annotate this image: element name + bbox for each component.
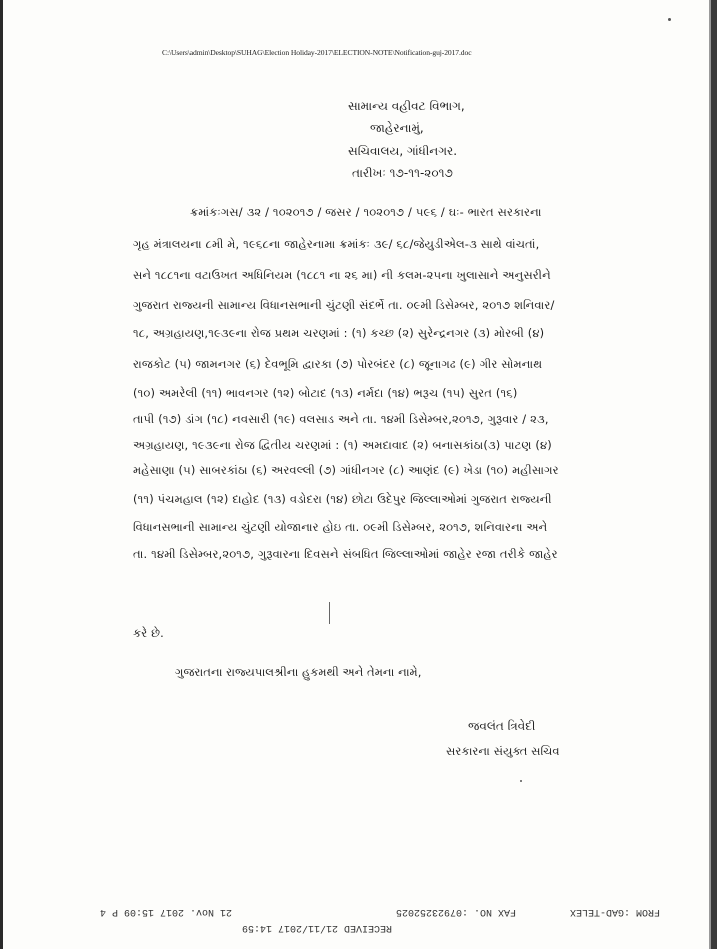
scan-edge-left [0, 0, 3, 949]
body-line: કરે છે. [133, 626, 164, 640]
body-line: રાજકોટ (૫) જામનગર (૬) દેવભૂમિ દ્વારકા (૭) પોરબંદર (૮) જૂનાગઢ (૯) ગીર સોમનાથ [133, 357, 543, 371]
signatory-title: સરકારના સંયુક્ત સચિવ [446, 744, 560, 758]
body-line: અગ્રહાયણ, ૧૯૩૯ના રોજ દ્વિતીય ચરણમાં : (૧) અમદાવાદ (૨) બનાસકાંઠા(૩) પાટણ (૪) [133, 438, 552, 452]
scan-speck [520, 780, 522, 782]
closing-line: ગુજરાતના રાજ્યપાલશ્રીના હુકમથી અને તેમના નામે, [175, 665, 422, 679]
body-line: સને ૧૮૮૧ના વટાઉખત અધિનિયમ (૧૮૮૧ ના ૨૬ મા) ની કલમ-૨૫ના ખુલાસાને અનુસરીને [133, 268, 551, 282]
body-line: ગૃહ મંત્રાલયના ૮મી મે, ૧૯૬૮ના જાહેરનામા ક્રમાંકઃ ૩૯/ ૬૮/જેયુડીએલ-૩ સાથે વાંચતાં, [133, 237, 540, 251]
body-line: મહેસાણા (૫) સાબરકાંઠા (૬) અરવલ્લી (૭) ગાંધીનગર (૮) આણંદ (૯) ખેડા (૧૦) મહીસાગર [133, 463, 559, 477]
body-line: તાપી (૧૭) ડાંગ (૧૮) નવસારી (૧૯) વલસાડ અને તા. ૧૪મી ડિસેમ્બર,૨૦૧૭, ગુરૂવાર / ૨૩, [133, 412, 549, 426]
department-heading: સામાન્ય વહીવટ વિભાગ, [348, 99, 465, 113]
body-line: ૧૮, અગ્રહાયણ,૧૯૩૯ના રોજ પ્રથમ ચરણમાં : (૧) કચ્છ (૨) સુરેન્દ્રનગર (૩) મોરબી (૪) [133, 326, 545, 340]
file-path-header: C:\Users\admin\Desktop\SUHAG\Election Holiday-2017\ELECTION-NOTE\Notification-guj-2017.doc [162, 48, 472, 57]
fax-received-stamp: RECEIVED 21/11/2017 14:59 [242, 922, 393, 933]
scan-speck [668, 18, 671, 21]
body-line: તા. ૧૪મી ડિસેમ્બર,૨૦૧૭, ગુરૂવારના દિવસને સંબધિત જિલ્લાઓમાં જાહેર રજા તરીકે જાહેર [133, 547, 558, 561]
notice-heading: જાહેરનામું, [370, 121, 424, 135]
signatory-name: જવલંત ત્રિવેદી [468, 719, 536, 733]
place-heading: સચિવાલય, ગાંધીનગર. [348, 144, 458, 158]
body-line: (૧૦) અમરેલી (૧૧) ભાવનગર (૧૨) બોટાદ (૧૩) નર્મદા (૧૪) ભરૂચ (૧૫) સુરત (૧૬) [133, 386, 518, 400]
body-line: ક્રમાંકઃગસ/ ૩૨ / ૧૦૨૦૧૭ / જસર / ૧૦૨૦૧૭ / ૫૯૬ / ઘઃ- ભારત સરકારના [190, 205, 542, 219]
scan-edge-right [711, 0, 717, 949]
fax-sent-time: 21 Nov. 2017 15:09 P 4 [100, 906, 233, 917]
fax-number: FAX NO. :07923252025 [396, 906, 517, 917]
body-line: વિધાનસભાની સામાન્ય ચુંટણી યોજાનાર હોઇ તા. ૦૯મી ડિસેમ્બર, ૨૦૧૭, શનિવારના અને [133, 520, 548, 534]
scan-mark [329, 602, 330, 624]
body-line: (૧૧) પંચમહાલ (૧૨) દાહોદ (૧૩) વડોદરા (૧૪) છોટા ઉદેપુર જિલ્લાઓમાં ગુજરાત રાજ્યની [133, 492, 552, 506]
body-line: ગુજરાત રાજ્યની સામાન્ય વિધાનસભાની ચુંટણી સંદર્ભે તા. ૦૯મી ડિસેમ્બર, ૨૦૧૭ શનિવાર/ [133, 298, 555, 312]
fax-from: FROM :GAD-TELEX [570, 906, 661, 917]
date-heading: તારીખઃ ૧૭-૧૧-૨૦૧૭ [352, 166, 453, 180]
